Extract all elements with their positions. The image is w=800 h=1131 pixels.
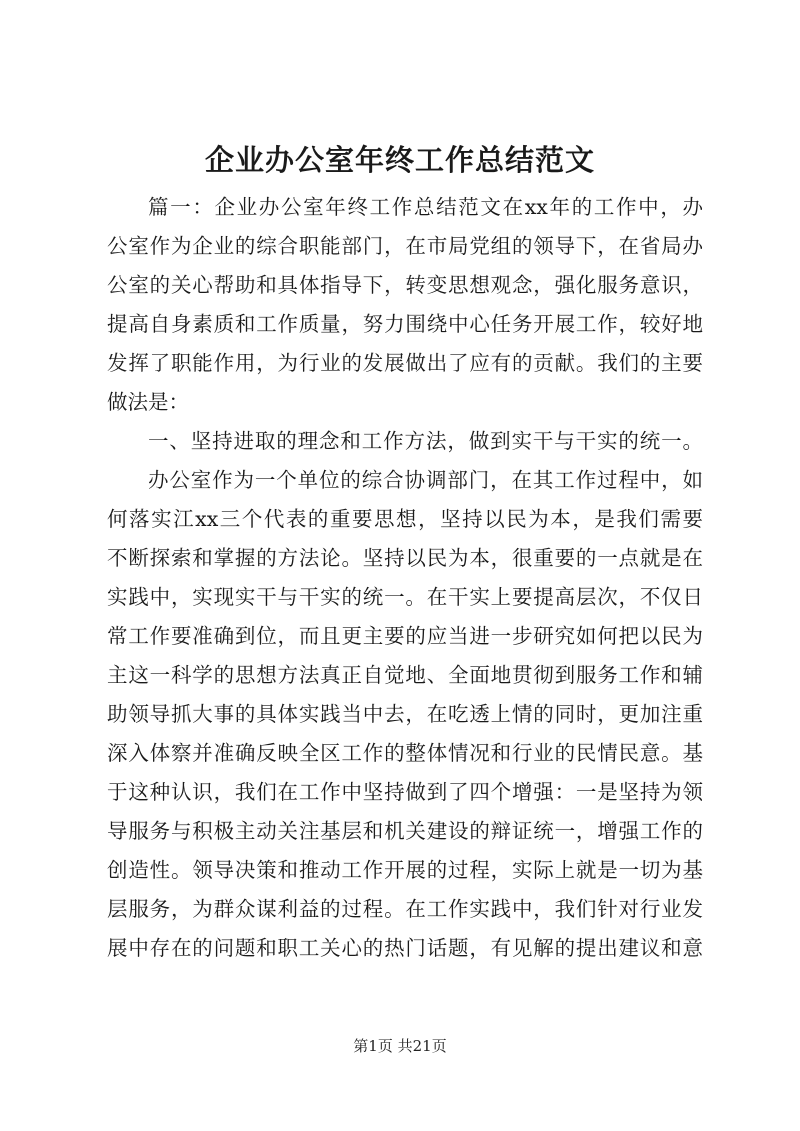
- paragraph-line: 公室的关心帮助和具体指导下，转变思想观念，强化服务意识，: [107, 273, 703, 297]
- paragraph-line: 办公室作为一个单位的综合协调部门，在其工作过程中，如: [148, 468, 703, 492]
- paragraph-line: 何落实江xx三个代表的重要思想，坚持以民为本，是我们需要: [107, 507, 703, 531]
- page-number-footer: 第1页 共21页: [353, 1037, 447, 1055]
- paragraph-line: 导服务与积极主动关注基层和机关建设的辩证统一，增强工作的: [107, 819, 703, 843]
- paragraph-line: 提高自身素质和工作质量，努力围绕中心任务开展工作，较好地: [107, 312, 703, 336]
- paragraph-line: 发挥了职能作用，为行业的发展做出了应有的贡献。我们的主要: [107, 351, 703, 375]
- paragraph-line: 助领导抓大事的具体实践当中去，在吃透上情的同时，更加注重: [107, 702, 703, 726]
- document-body: [107, 188, 703, 968]
- document-title: 企业办公室年终工作总结范文: [204, 143, 595, 177]
- paragraph-line: 层服务，为群众谋利益的过程。在工作实践中，我们针对行业发: [107, 897, 703, 921]
- paragraph-line: 公室作为企业的综合职能部门，在市局党组的领导下，在省局办: [107, 234, 703, 258]
- paragraph-line: 展中存在的问题和职工关心的热门话题，有见解的提出建议和意: [107, 936, 703, 960]
- paragraph-line: 于这种认识，我们在工作中坚持做到了四个增强：一是坚持为领: [107, 780, 703, 804]
- section-heading: 一、坚持进取的理念和工作方法，做到实干与干实的统一。: [148, 429, 703, 453]
- paragraph-line: 篇一：企业办公室年终工作总结范文在xx年的工作中，办: [148, 195, 703, 219]
- paragraph-line: 不断探索和掌握的方法论。坚持以民为本，很重要的一点就是在: [107, 546, 703, 570]
- paragraph-line: 实践中，实现实干与干实的统一。在干实上要提高层次，不仅日: [107, 585, 703, 609]
- paragraph-line: 深入体察并准确反映全区工作的整体情况和行业的民情民意。基: [107, 741, 703, 765]
- paragraph-line: 常工作要准确到位，而且更主要的应当进一步研究如何把以民为: [107, 624, 703, 648]
- paragraph-line: 创造性。领导决策和推动工作开展的过程，实际上就是一切为基: [107, 858, 703, 882]
- paragraph-line: 主这一科学的思想方法真正自觉地、全面地贯彻到服务工作和辅: [107, 663, 703, 687]
- paragraph-line: 做法是：: [107, 390, 189, 414]
